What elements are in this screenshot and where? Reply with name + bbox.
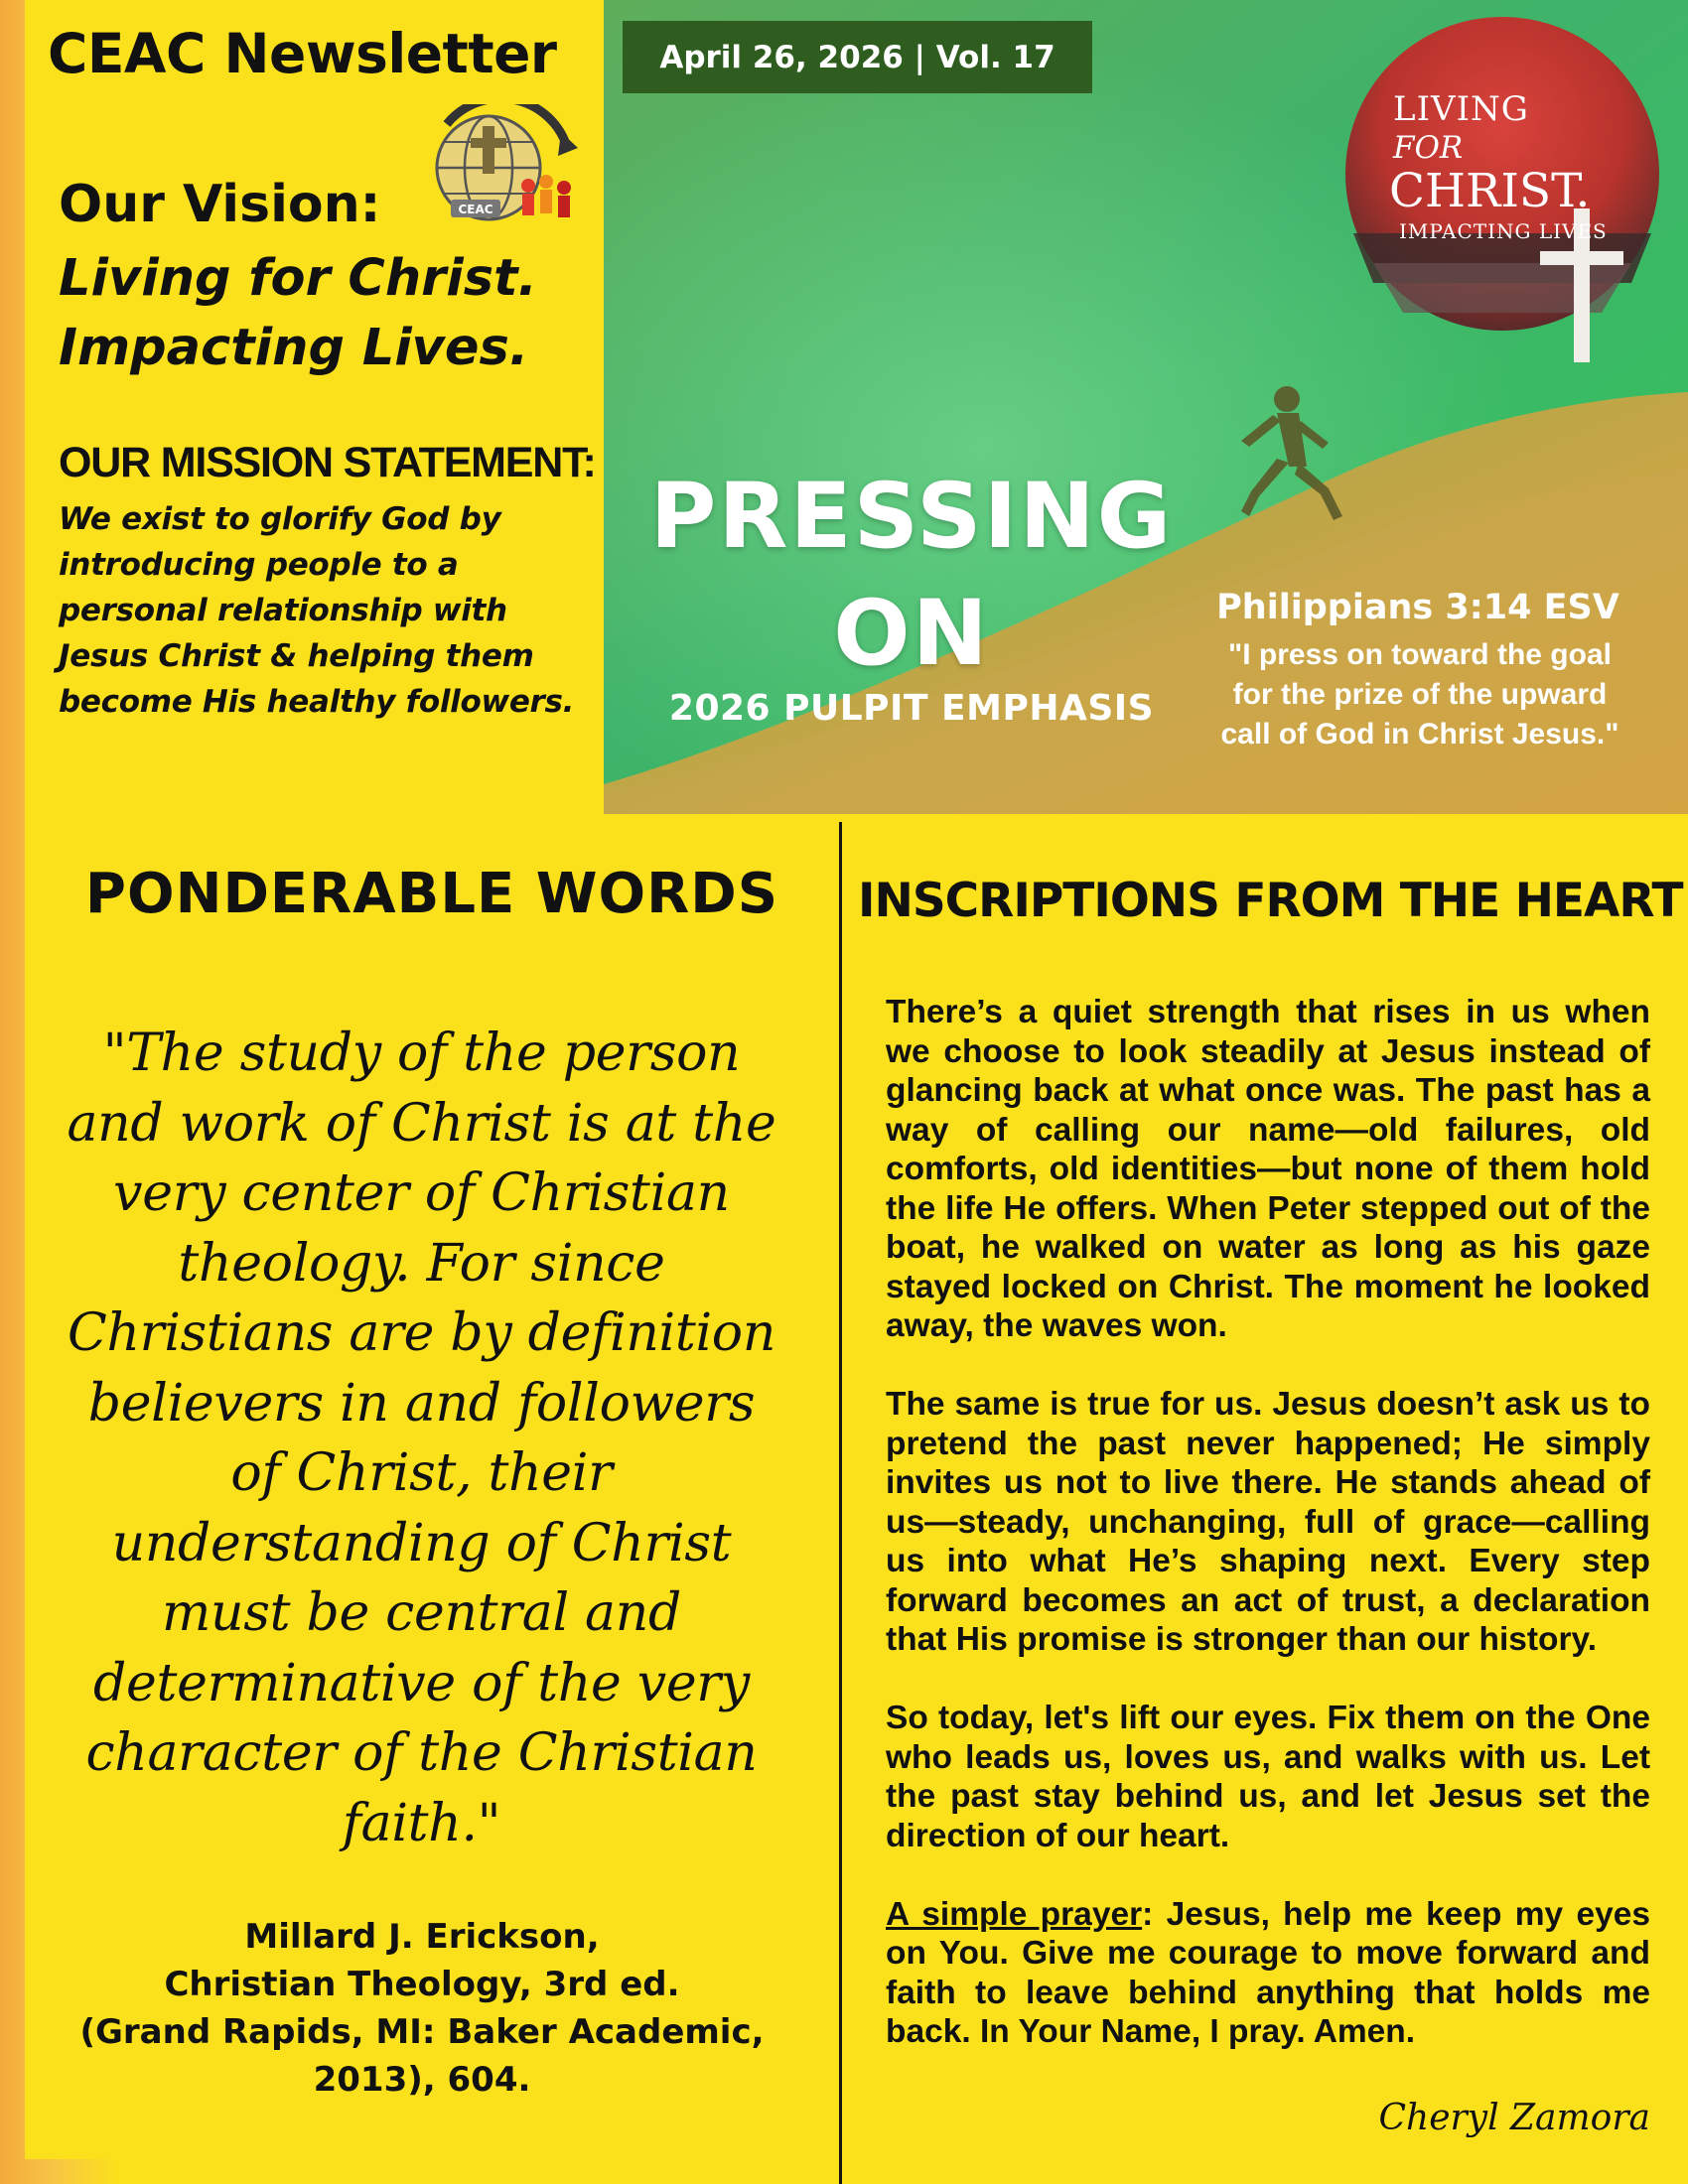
banner-subtitle: 2026 PULPIT EMPHASIS — [668, 688, 1155, 729]
prayer-paragraph — [886, 1895, 1650, 2052]
lfc-line-1: LIVING — [1393, 89, 1529, 129]
citation-line-2: Christian Theology, 3rd ed. — [164, 1965, 680, 2004]
vision-statement — [59, 244, 615, 383]
prayer-text: : Jesus, help me keep my eyes on You. Give me courage to move forward and faith to leave behind anything that holds me back. In Your Name, I pray. Amen. — [886, 1895, 1650, 2050]
living-for-christ-logo — [1334, 15, 1671, 372]
vision-mission-panel — [25, 0, 604, 829]
banner-title-line-1: PRESSING — [649, 465, 1174, 569]
mission-label: OUR MISSION STATEMENT: — [59, 439, 596, 486]
lfc-line-2: FOR — [1393, 130, 1464, 166]
citation-line-1: Millard J. Erickson, — [244, 1917, 600, 1957]
citation-line-3: (Grand Rapids, MI: Baker Academic, — [79, 2012, 765, 2052]
inscriptions-paragraph-1: There’s a quiet strength that rises in us when we choose to look steadily at Jesus instead of glancing back at what once was. The past has a way of calling our name—old failures, old comforts, old identities—but none of them hold the life He offers. When Peter stepped out of the boat, he walked on water as long as his gaze stayed locked on Christ. The moment he looked away, the waves won. — [886, 994, 1650, 1344]
vision-line-1: Living for Christ. — [59, 249, 537, 308]
verse-text: "I press on toward the goal for the prize of the upward call of God in Christ Jesus." — [1220, 638, 1619, 751]
hero-banner — [604, 0, 1688, 814]
citation-line-4: 2013), 604. — [313, 2060, 531, 2100]
verse-reference: Philippians 3:14 ESV — [1216, 588, 1619, 627]
vision-label: Our Vision: — [59, 175, 381, 234]
newsletter-title: CEAC Newsletter — [48, 22, 557, 85]
inscriptions-heading: INSCRIPTIONS FROM THE HEART — [858, 874, 1683, 928]
prayer-label: A simple prayer — [886, 1895, 1143, 1933]
inscriptions-paragraph-3: So today, let's lift our eyes. Fix them on the One who leads us, loves us, and walks with us. Let the past stay behind us, and let Jesus set the direction of our heart. — [886, 1700, 1650, 1854]
mission-statement: We exist to glorify God by introducing people to a personal relationship with Jesus Christ & helping them become His healthy followers. — [59, 501, 575, 720]
quote-citation — [40, 1913, 804, 2104]
vision-line-2: Impacting Lives. — [59, 319, 529, 377]
date-volume-badge: April 26, 2026 | Vol. 17 — [623, 21, 1092, 93]
lfc-line-3: CHRIST. — [1389, 164, 1591, 218]
lfc-line-4: IMPACTING LIVES — [1399, 219, 1608, 243]
inscriptions-body — [886, 993, 1650, 2091]
ponderable-words-heading: PONDERABLE WORDS — [84, 862, 779, 926]
banner-title — [643, 459, 1180, 693]
ceac-globe-logo-icon — [417, 104, 586, 233]
inscriptions-paragraph-2: The same is true for us. Jesus doesn’t ask us to pretend the past never happened; He simply invites us not to live there. He stands ahead of us—steady, unchanging, full of grace—calling us into what He’s shaping next. Every step forward becomes an act of trust, a declaration that His promise is stronger than our history. — [886, 1386, 1650, 1658]
banner-title-line-2: ON — [833, 582, 990, 686]
ponderable-quote: "The study of the person and work of Christ is at the very center of Christian theology. For since Christians are by definition believers in and followers of Christ, their understanding of Christ must be central and determinative of the very character of the Christian faith." — [67, 1024, 776, 1853]
logo-text: CEAC — [458, 203, 493, 216]
author-signature: Cheryl Zamora — [1378, 2098, 1650, 2138]
